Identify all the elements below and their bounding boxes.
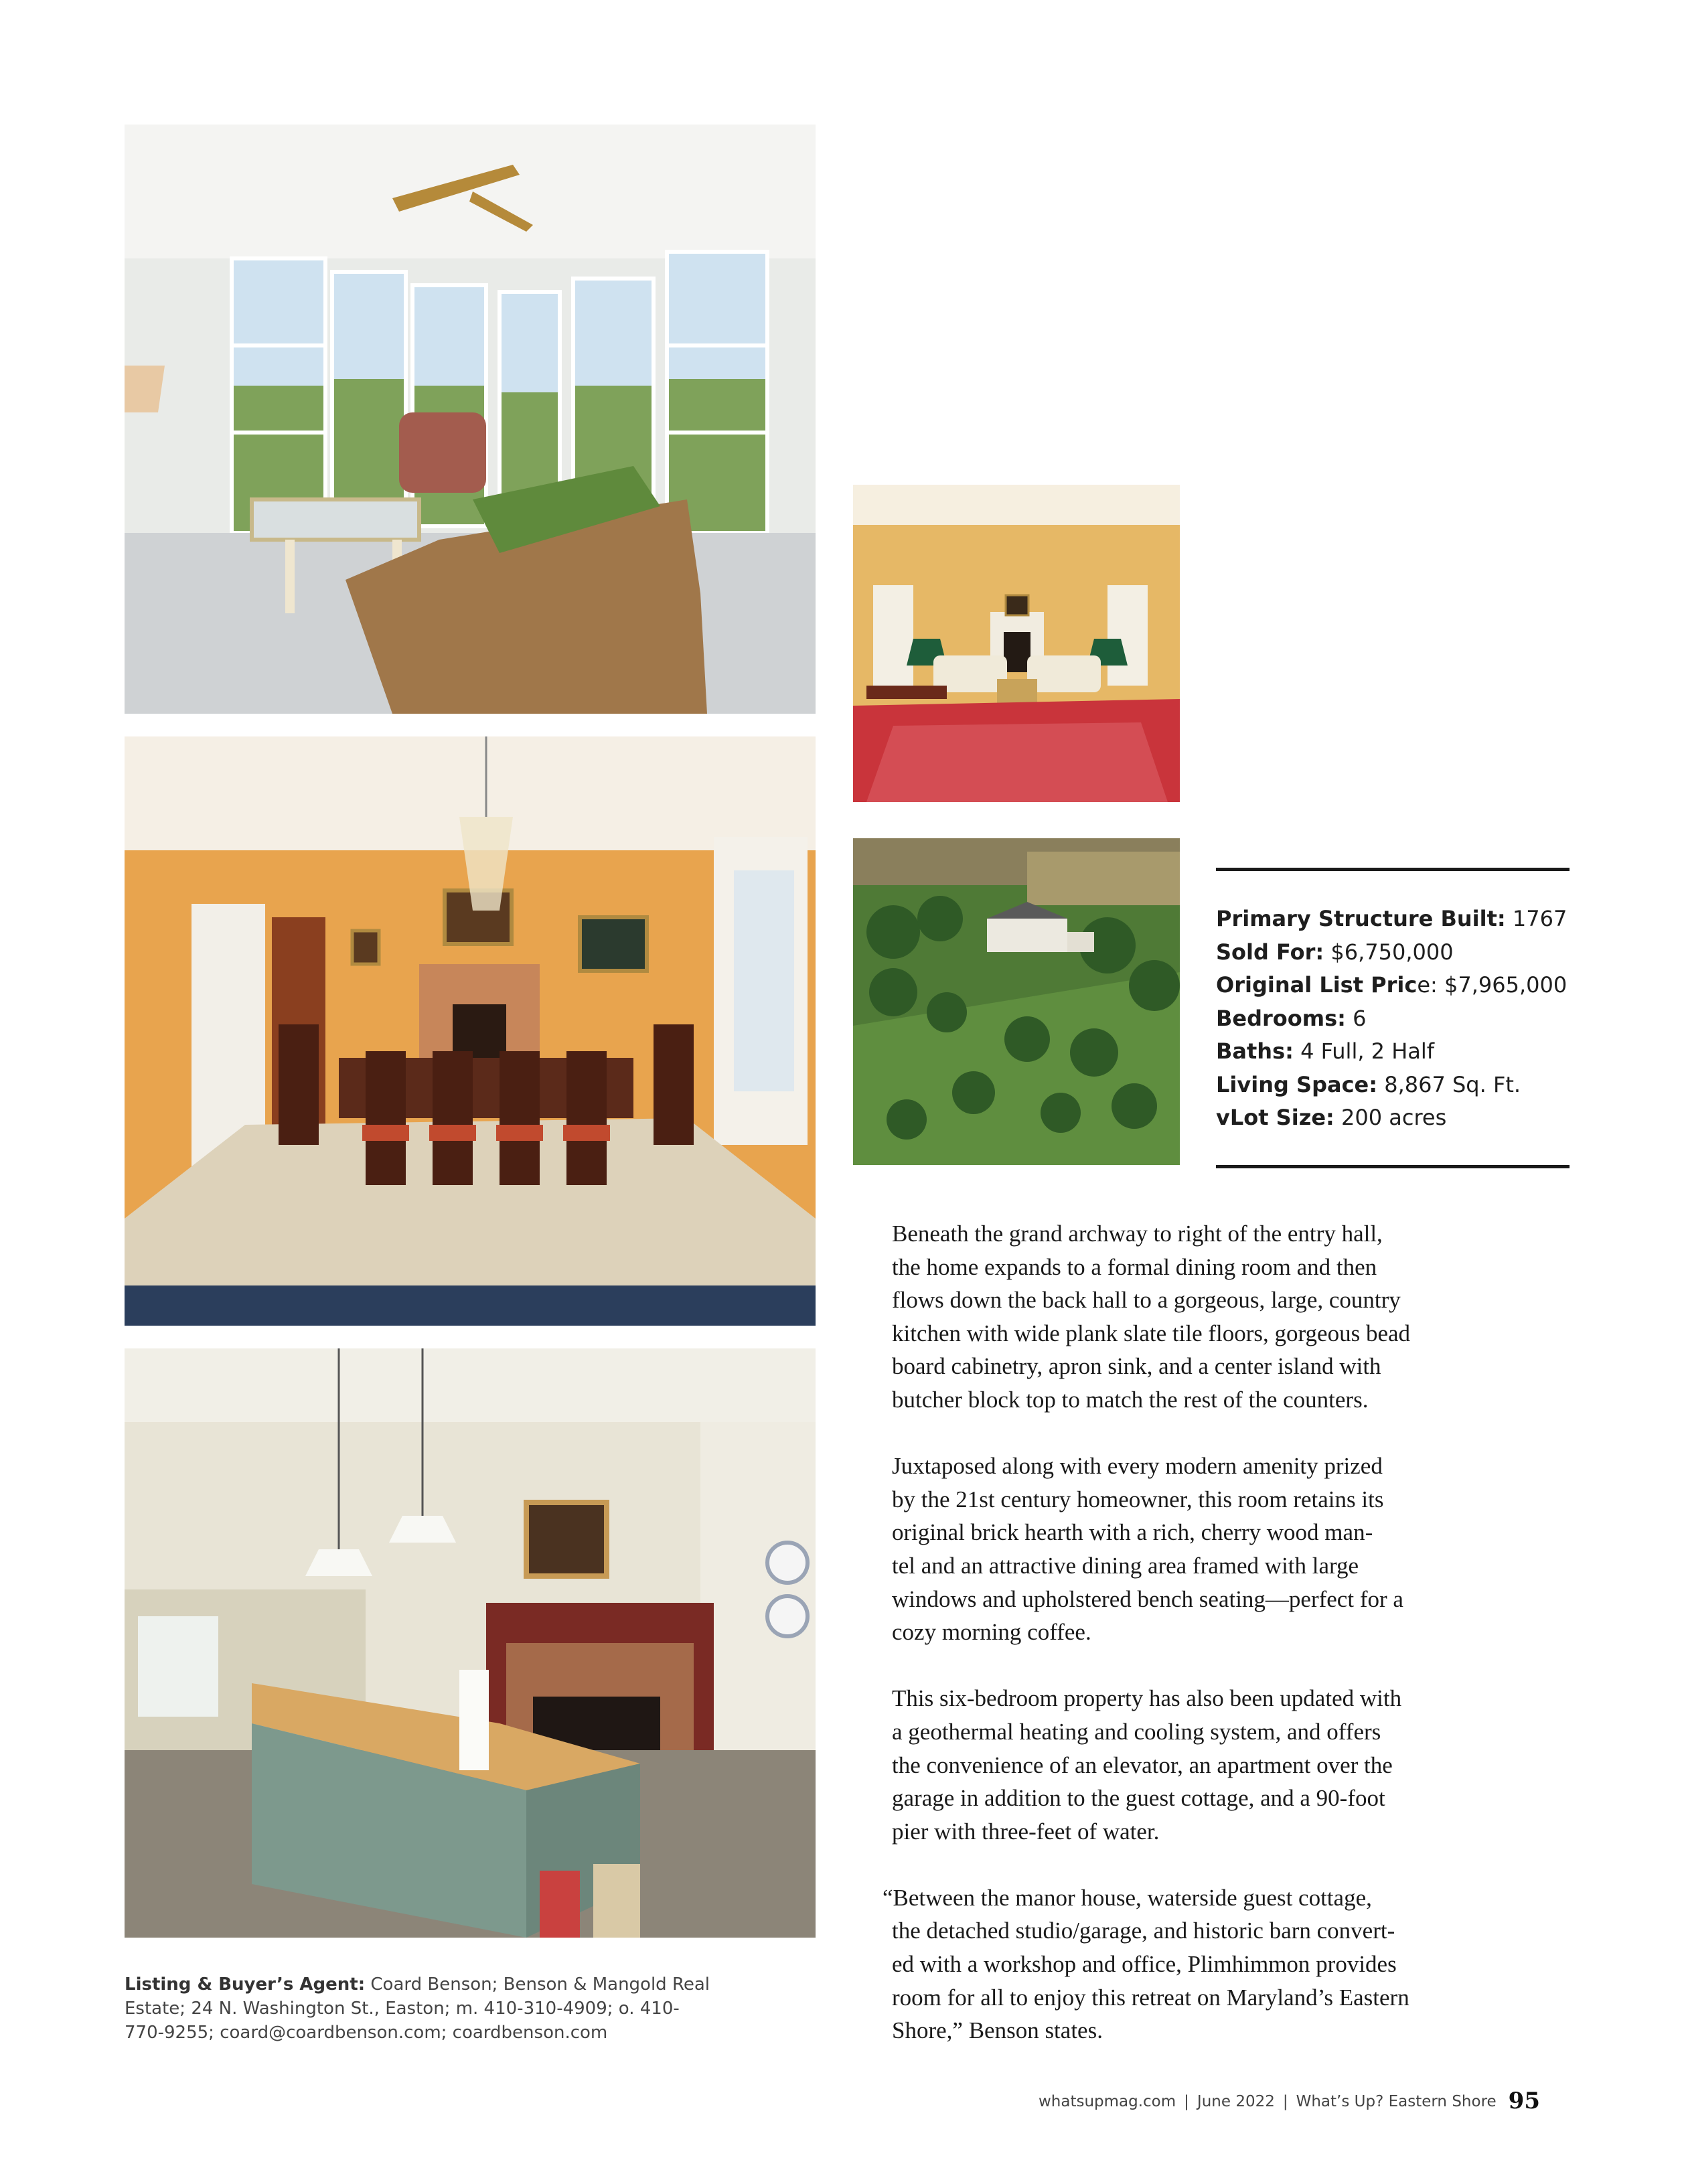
sunroom-photo — [125, 125, 816, 714]
paragraph-updates: This six-bedroom property has also been updated with a geothermal heating and cooling system, and offers the convenience of an elevator, an apartment over the garage in addition to the guest cottage, and a 90-foot pier with three-feet of water. — [892, 1685, 1402, 1845]
stat-sold-for: Sold For: $6,750,000 — [1216, 939, 1454, 965]
paragraph-dining-kitchen: Beneath the grand archway to right of the entry hall, the home expands to a formal dining room and then flows down the back hall to a gorgeous, large, country kitchen with wide plank slate tile floors, gorgeous bead board cabinetry, apron sink, and a center island with butcher block top to match the rest of the counters. — [892, 1221, 1411, 1413]
stat-living-space: Living Space: 8,867 Sq. Ft. — [1216, 1071, 1521, 1097]
page-footer: whatsupmag.com | June 2022 | What’s Up? Eastern Shore 95 — [1038, 2088, 1540, 2114]
paragraph-hearth: Juxtaposed along with every modern amenity prized by the 21st century homeowner, this room retains its original brick hearth with a rich, cherry wood man- tel and an attractive dining area framed with large windows and upholstered bench seating—perfect for a cozy morning coffee. — [892, 1453, 1403, 1646]
agent-label: Listing & Buyer’s Agent: — [125, 1974, 366, 1995]
page-number: 95 — [1508, 2088, 1540, 2114]
footer-site: whatsupmag.com — [1038, 2093, 1176, 2110]
stat-lot-size: vLot Size: 200 acres — [1216, 1105, 1447, 1130]
footer-publication: What’s Up? Eastern Shore — [1296, 2093, 1497, 2110]
stat-list-price: Original List Price: $7,965,000 — [1216, 972, 1568, 998]
stat-baths: Baths: 4 Full, 2 Half — [1216, 1038, 1435, 1064]
stats-bottom-rule — [1216, 1165, 1570, 1168]
kitchen-photo — [125, 1348, 816, 1938]
article-body — [883, 1217, 1535, 2080]
aerial-estate-photo — [853, 838, 1180, 1165]
property-stats — [1216, 903, 1591, 1135]
living-room-photo — [853, 485, 1180, 802]
stat-bedrooms: Bedrooms: 6 — [1216, 1005, 1367, 1031]
paragraph-quote: “Between the manor house, waterside guest cottage, the detached studio/garage, and historic barn convert- ed with a workshop and office, Plimhimmon provides room for all to enjoy this retreat on Maryland’s Eastern Shore,” Benson states. — [883, 1884, 1409, 2044]
footer-issue: June 2022 — [1197, 2093, 1275, 2110]
dining-room-photo — [125, 736, 816, 1326]
agent-caption: Listing & Buyer’s Agent: Coard Benson; Benson & Mangold Real Estate; 24 N. Washington St., Easton; m. 410-310-4909; o. 410- 770-9255; coard@coardbenson.com; coardbenson.com — [125, 1974, 710, 2043]
stat-year-built: Primary Structure Built: 1767 — [1216, 906, 1568, 931]
stats-top-rule — [1216, 868, 1570, 871]
